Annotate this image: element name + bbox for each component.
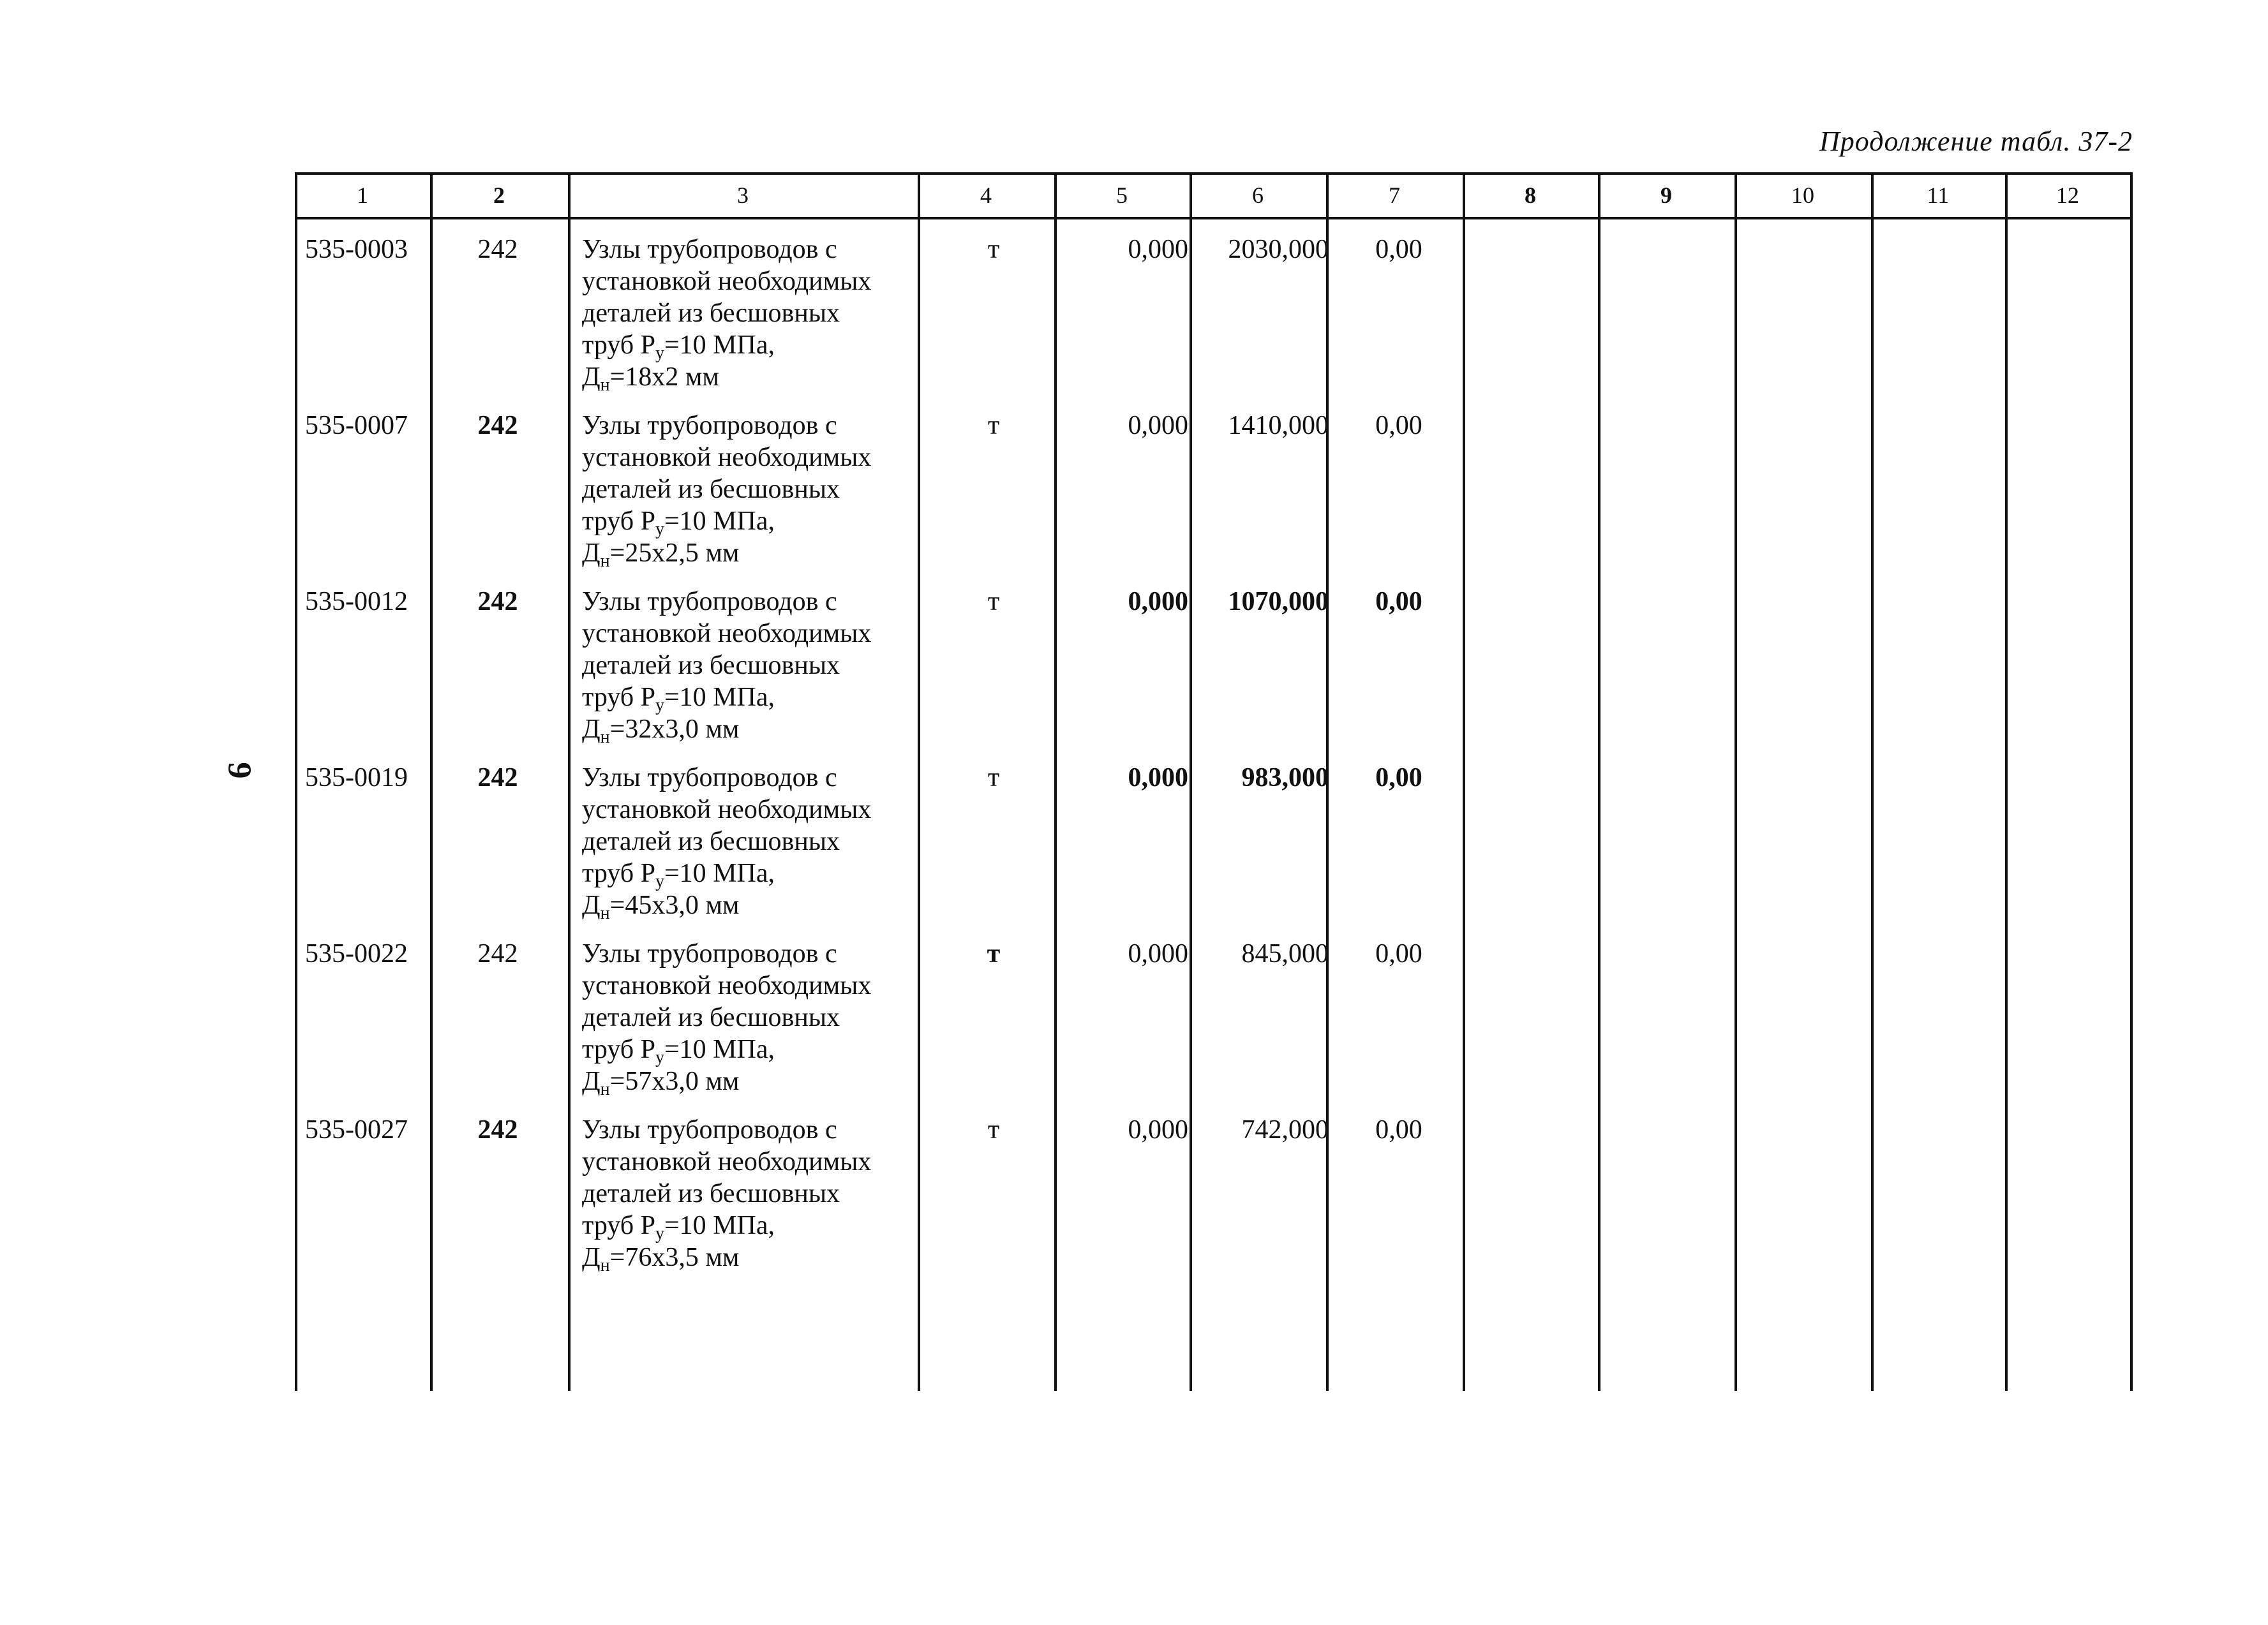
- row-number: 242: [477, 939, 518, 968]
- name-line: [582, 361, 914, 393]
- name-line: [582, 681, 914, 713]
- name-text: =10 МПа,: [664, 507, 775, 536]
- name-line: установкой необходимых: [582, 795, 872, 824]
- name-line: деталей из бесшовных: [582, 651, 840, 680]
- row-name: [582, 410, 914, 569]
- row-unit: т: [987, 1115, 1000, 1145]
- name-line: деталей из бесшовных: [582, 1003, 840, 1032]
- subscript: у: [655, 695, 664, 715]
- subscript: н: [600, 1080, 610, 1099]
- table-caption: Продолжение табл. 37-2: [1819, 126, 2133, 157]
- data-table: [295, 172, 2133, 1391]
- row-code: 535-0012: [305, 587, 408, 616]
- subscript: у: [655, 1048, 664, 1067]
- name-text: =25x2,5 мм: [609, 538, 740, 568]
- name-text: =45x3,0 мм: [609, 891, 740, 920]
- name-line: [582, 1065, 914, 1097]
- name-text: =76x3,5 мм: [609, 1243, 740, 1272]
- header-col-2: 2: [493, 182, 505, 208]
- table-row: [295, 234, 2133, 410]
- name-line: Узлы трубопроводов с: [582, 411, 837, 440]
- row-name: [582, 938, 914, 1097]
- row-value-5: 0,000: [1128, 939, 1188, 968]
- name-line: [582, 1034, 914, 1065]
- row-number: 242: [477, 235, 518, 264]
- name-text: =57x3,0 мм: [609, 1067, 740, 1096]
- table-row: [295, 410, 2133, 586]
- row-value-5: 0,000: [1128, 411, 1188, 440]
- row-code: 535-0019: [305, 763, 408, 792]
- row-unit: т: [987, 411, 1000, 440]
- name-line: Узлы трубопроводов с: [582, 939, 837, 968]
- subscript: у: [655, 1224, 664, 1243]
- row-value-7: 0,00: [1375, 763, 1422, 792]
- header-col-7: 7: [1389, 182, 1400, 208]
- row-name: [582, 234, 914, 393]
- name-line: [582, 857, 914, 889]
- name-text: труб Р: [582, 330, 655, 360]
- row-name: [582, 762, 914, 921]
- name-line: [582, 1210, 914, 1242]
- header-col-6: 6: [1252, 182, 1264, 208]
- name-text: =10 МПа,: [664, 1211, 775, 1240]
- row-value-5: 0,000: [1128, 763, 1188, 792]
- row-name: [582, 1114, 914, 1273]
- name-line: установкой необходимых: [582, 1147, 872, 1176]
- table-row: [295, 938, 2133, 1114]
- name-line: [582, 889, 914, 921]
- row-unit: т: [987, 763, 1000, 792]
- header-col-12: 12: [2056, 182, 2079, 208]
- header-col-8: 8: [1525, 182, 1536, 208]
- name-text: =10 МПа,: [664, 1035, 775, 1064]
- row-value-5: 0,000: [1128, 235, 1188, 264]
- row-value-6: 983,000: [1241, 763, 1329, 792]
- name-line: установкой необходимых: [582, 971, 872, 1000]
- name-text: труб Р: [582, 683, 655, 712]
- header-col-1: 1: [357, 182, 368, 208]
- row-value-5: 0,000: [1128, 587, 1188, 616]
- name-line: установкой необходимых: [582, 619, 872, 648]
- name-text: =32x3,0 мм: [609, 715, 740, 744]
- row-value-7: 0,00: [1375, 587, 1422, 616]
- name-line: установкой необходимых: [582, 267, 872, 296]
- header-col-4: 4: [980, 182, 992, 208]
- subscript: н: [600, 551, 610, 571]
- name-text: =10 МПа,: [664, 330, 775, 360]
- subscript: н: [600, 375, 610, 395]
- row-value-5: 0,000: [1128, 1115, 1188, 1145]
- name-text: =10 МПа,: [664, 683, 775, 712]
- table-row: [295, 1114, 2133, 1290]
- name-text: =18x2 мм: [609, 362, 719, 392]
- header-col-3: 3: [737, 182, 749, 208]
- name-text: =10 МПа,: [664, 859, 775, 888]
- subscript: н: [600, 727, 610, 747]
- row-unit: т: [987, 235, 1000, 264]
- page-number: 9: [221, 762, 258, 779]
- name-text: труб Р: [582, 1035, 655, 1064]
- name-text: труб Р: [582, 859, 655, 888]
- row-unit: т: [987, 939, 1001, 968]
- header-col-10: 10: [1791, 182, 1814, 208]
- header-col-9: 9: [1660, 182, 1672, 208]
- row-value-6: 845,000: [1241, 939, 1329, 968]
- row-value-6: 742,000: [1241, 1115, 1329, 1145]
- name-line: Узлы трубопроводов с: [582, 1115, 837, 1145]
- row-code: 535-0003: [305, 235, 408, 264]
- row-number: 242: [477, 587, 518, 616]
- subscript: у: [655, 343, 664, 363]
- row-unit: т: [987, 587, 1000, 616]
- row-number: 242: [477, 411, 518, 440]
- table-row: [295, 586, 2133, 762]
- name-line: [582, 1242, 914, 1273]
- row-value-7: 0,00: [1375, 939, 1422, 968]
- name-text: Д: [582, 1067, 601, 1096]
- header-col-5: 5: [1116, 182, 1128, 208]
- name-line: [582, 537, 914, 569]
- row-value-7: 0,00: [1375, 411, 1422, 440]
- name-line: [582, 713, 914, 745]
- subscript: у: [655, 519, 664, 539]
- row-value-7: 0,00: [1375, 235, 1422, 264]
- row-value-6: 1070,000: [1228, 587, 1329, 616]
- subscript: н: [600, 1256, 610, 1275]
- name-text: труб Р: [582, 507, 655, 536]
- name-text: Д: [582, 1243, 601, 1272]
- row-code: 535-0007: [305, 411, 408, 440]
- name-line: [582, 505, 914, 537]
- subscript: у: [655, 872, 664, 891]
- name-line: деталей из бесшовных: [582, 475, 840, 504]
- name-line: установкой необходимых: [582, 443, 872, 472]
- row-name: [582, 586, 914, 745]
- row-code: 535-0027: [305, 1115, 408, 1145]
- name-text: Д: [582, 891, 601, 920]
- row-number: 242: [477, 1115, 518, 1145]
- name-line: Узлы трубопроводов с: [582, 235, 837, 264]
- name-text: Д: [582, 362, 601, 392]
- name-line: [582, 329, 914, 361]
- table-row: [295, 762, 2133, 938]
- row-value-6: 1410,000: [1228, 411, 1329, 440]
- name-line: деталей из бесшовных: [582, 1179, 840, 1208]
- row-code: 535-0022: [305, 939, 408, 968]
- name-line: Узлы трубопроводов с: [582, 763, 837, 792]
- subscript: н: [600, 903, 610, 923]
- name-text: Д: [582, 538, 601, 568]
- row-number: 242: [477, 763, 518, 792]
- name-text: Д: [582, 715, 601, 744]
- header-col-11: 11: [1927, 182, 1950, 208]
- name-line: Узлы трубопроводов с: [582, 587, 837, 616]
- name-text: труб Р: [582, 1211, 655, 1240]
- row-value-6: 2030,000: [1228, 235, 1329, 264]
- name-line: деталей из бесшовных: [582, 827, 840, 856]
- name-line: деталей из бесшовных: [582, 299, 840, 328]
- row-value-7: 0,00: [1375, 1115, 1422, 1145]
